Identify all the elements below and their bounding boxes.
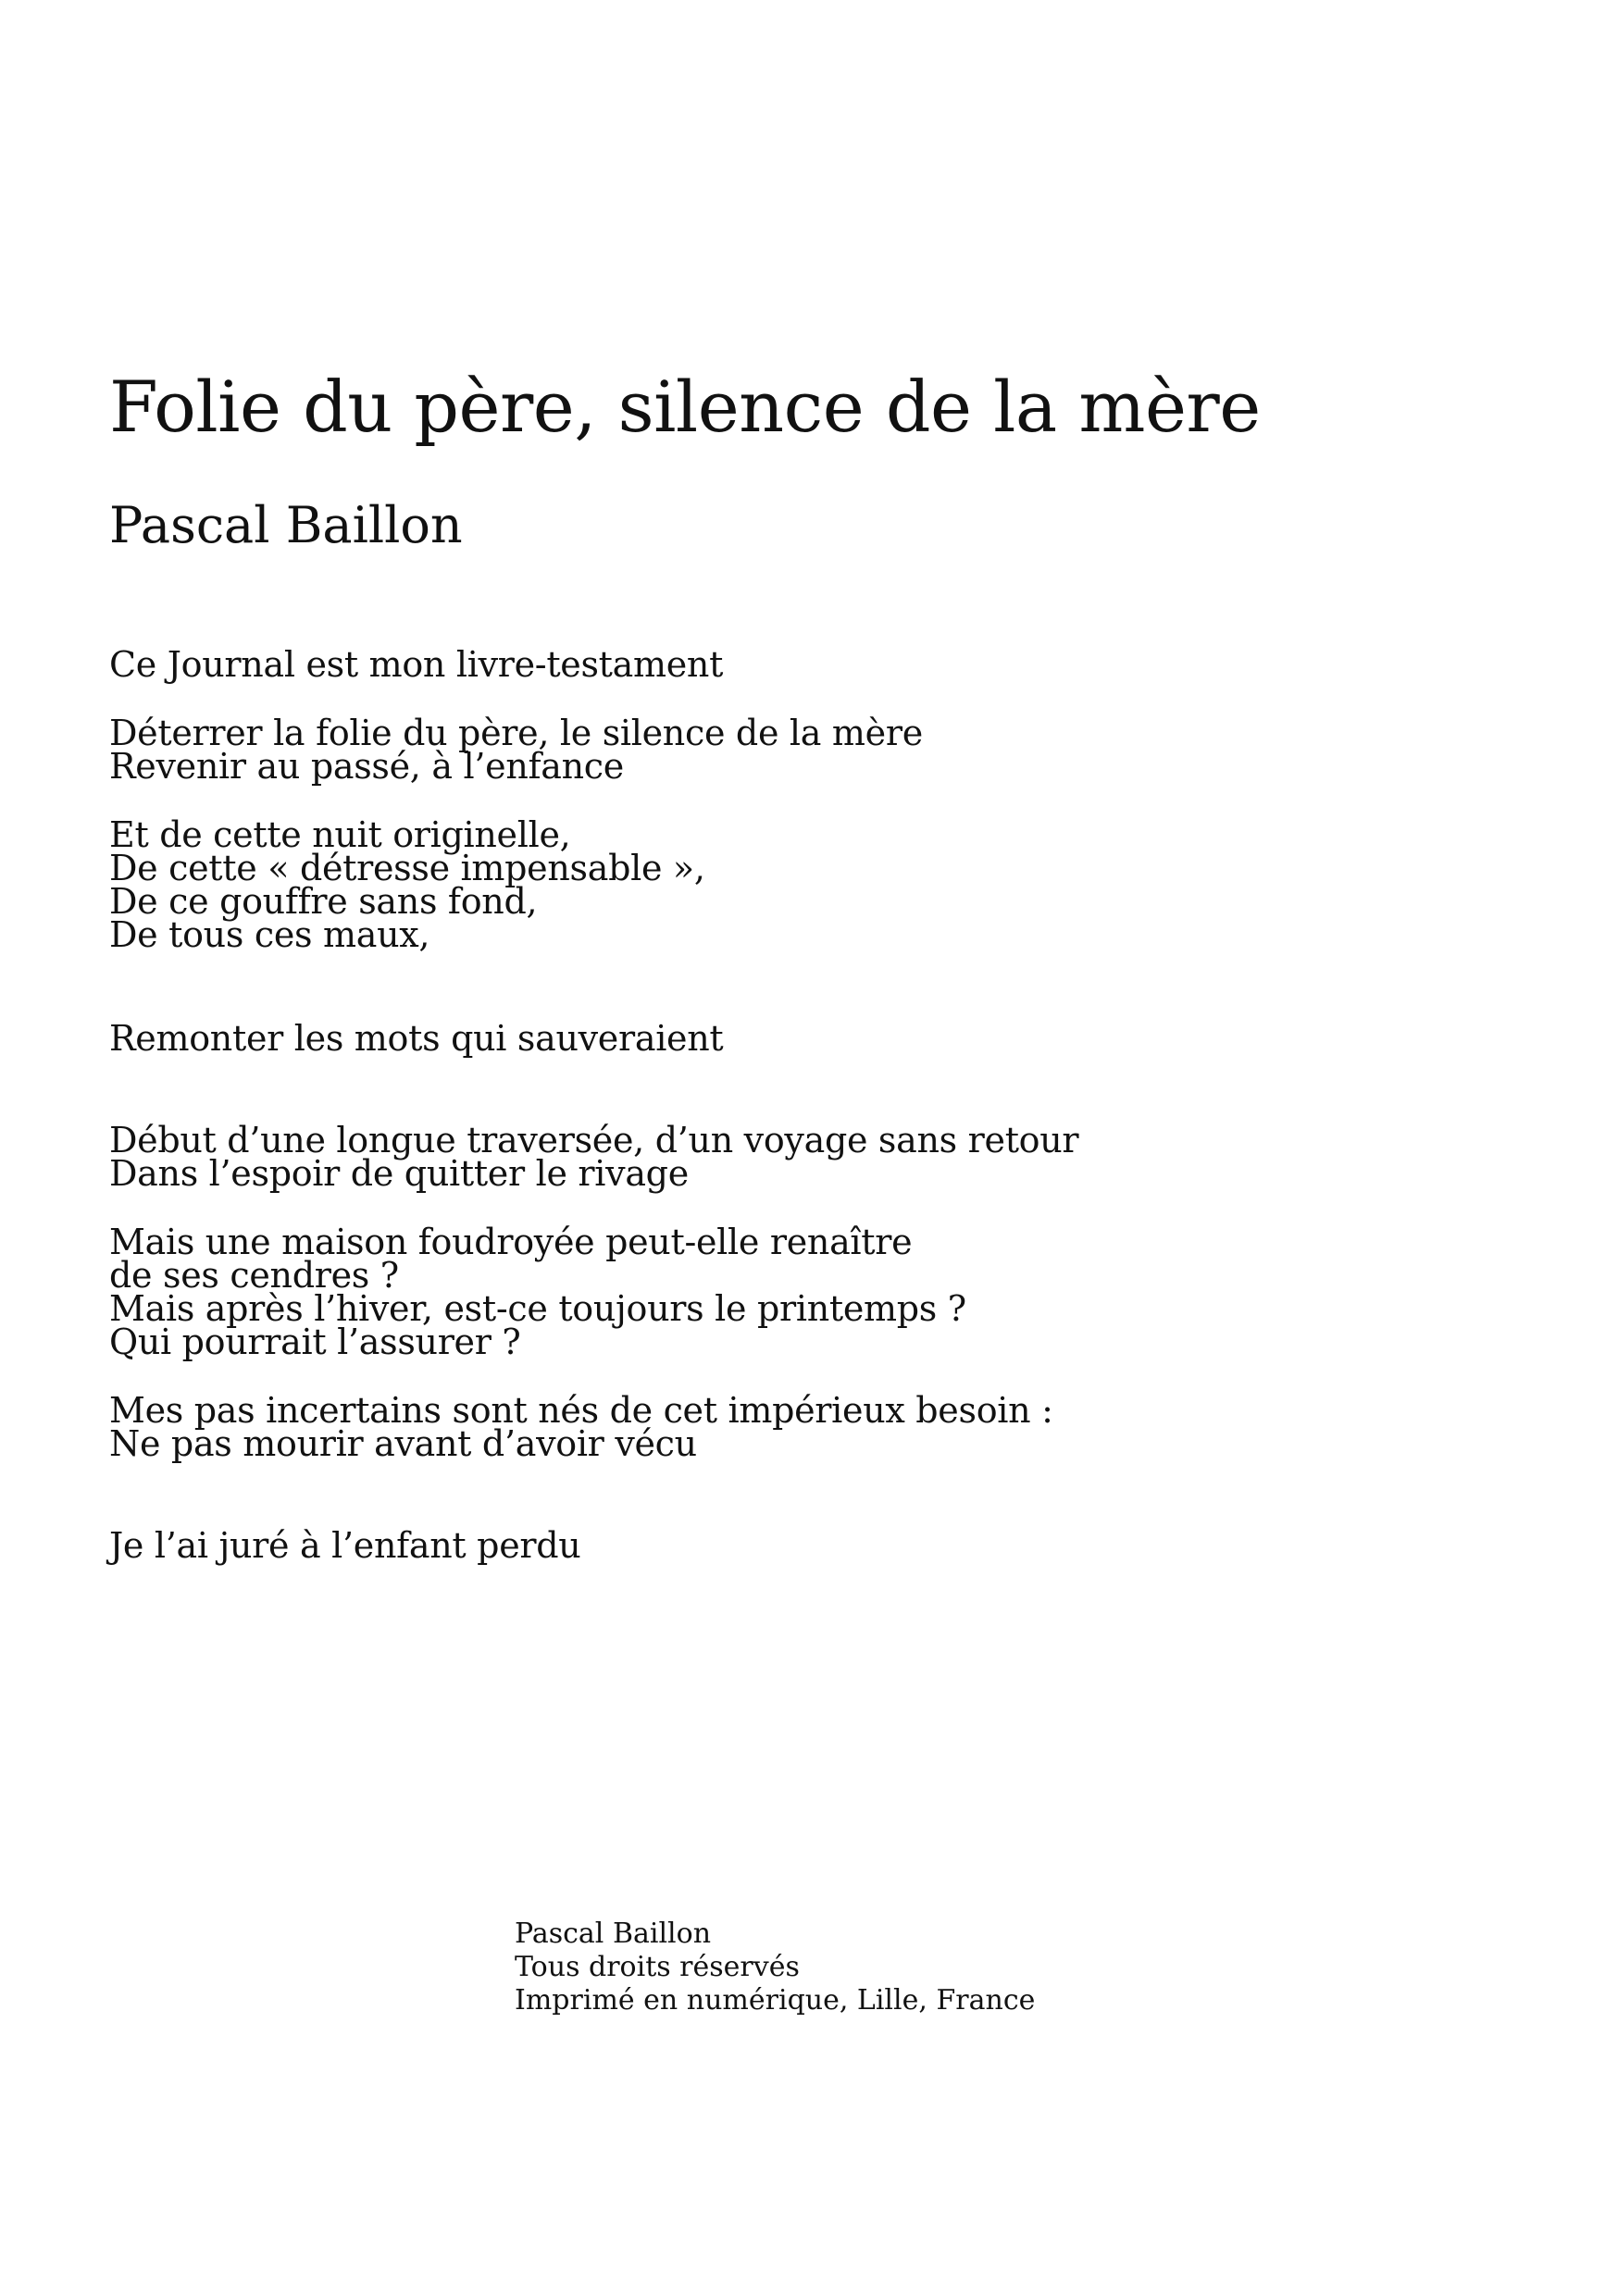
poem-line: Mais après l’hiver, est-ce toujours le printemps ? [109, 1288, 966, 1329]
poem-line: Début d’une longue traversée, d’un voyage sans retour [109, 1120, 1079, 1160]
poem-line: Et de cette nuit originelle, [109, 814, 571, 855]
stanza [109, 1120, 1079, 1194]
stanza [109, 644, 724, 685]
poem-line: Revenir au passé, à l’enfance [109, 746, 624, 787]
poem-line: Qui pourrait l’assurer ? [109, 1322, 521, 1362]
stanza [109, 1018, 724, 1059]
poem-line: Déterrer la folie du père, le silence de la mère [109, 713, 923, 753]
author-name: Pascal Baillon [109, 496, 463, 554]
poem-line: Mes pas incertains sont nés de cet impérieux besoin : [109, 1390, 1053, 1431]
poem-line: Je l’ai juré à l’enfant perdu [109, 1525, 581, 1566]
colophon-rights: Tous droits réservés [515, 1951, 800, 1983]
poem-line: De tous ces maux, [109, 914, 430, 955]
stanza [109, 1390, 1053, 1464]
poem-line: De ce gouffre sans fond, [109, 881, 538, 922]
stanza [109, 1222, 966, 1362]
poem-line: Mais une maison foudroyée peut-elle renaître [109, 1222, 913, 1262]
poem-line: Ne pas mourir avant d’avoir vécu [109, 1423, 697, 1464]
poem-line: Remonter les mots qui sauveraient [109, 1018, 724, 1059]
poem-line: Ce Journal est mon livre-testament [109, 644, 724, 685]
colophon-author: Pascal Baillon [515, 1917, 712, 1950]
poem-line: De cette « détresse impensable », [109, 848, 705, 888]
colophon-printing: Imprimé en numérique, Lille, France [515, 1984, 1036, 2017]
page-title: Folie du père, silence de la mère [109, 366, 1261, 448]
stanza [109, 814, 705, 955]
stanza [109, 1525, 581, 1566]
poem-line: Dans l’espoir de quitter le rivage [109, 1153, 689, 1194]
stanza [109, 713, 923, 787]
colophon [515, 1917, 1035, 2017]
poem-line: de ses cendres ? [109, 1255, 399, 1296]
